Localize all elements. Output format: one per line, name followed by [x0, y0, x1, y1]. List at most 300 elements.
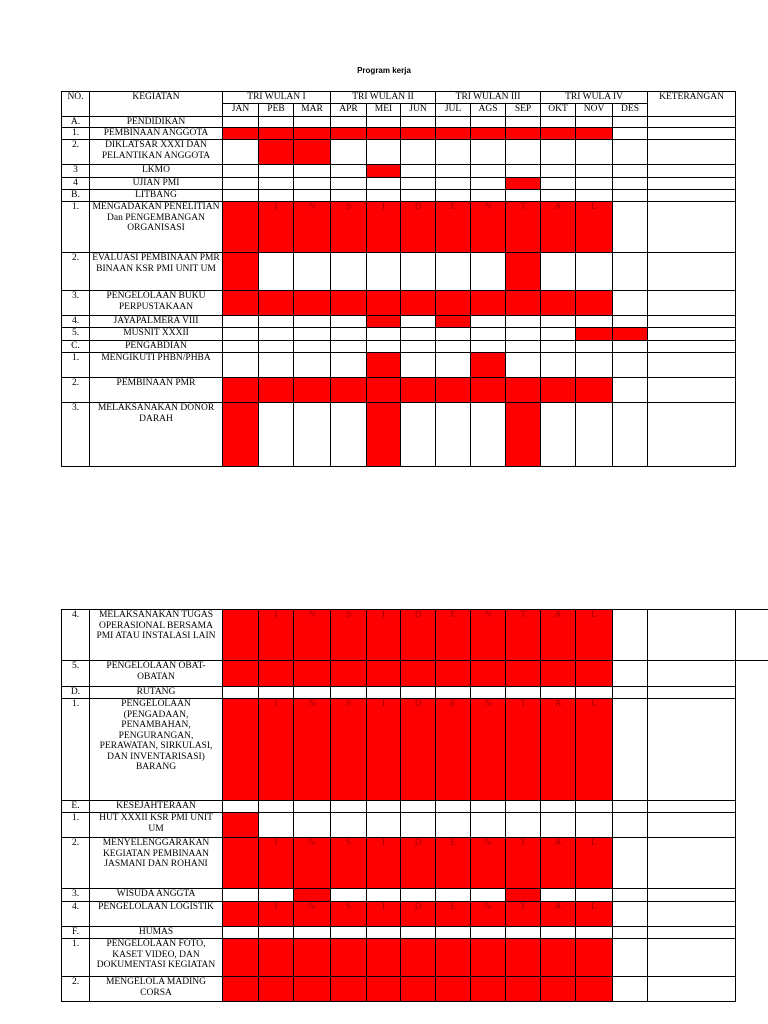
month-cell-apr — [331, 813, 367, 838]
keterangan-cell — [648, 116, 736, 128]
month-cell-okt — [541, 178, 576, 190]
keterangan-cell — [648, 202, 736, 253]
keterangan-cell — [648, 927, 736, 939]
month-cell-jun — [401, 927, 436, 939]
month-cell-sep — [506, 927, 541, 939]
month-cell-jun — [401, 939, 436, 977]
month-cell-okt — [541, 341, 576, 353]
month-cell-jul — [436, 378, 471, 403]
row-number: 2. — [62, 977, 90, 1002]
month-cell-mei — [367, 687, 401, 699]
month-cell-nov — [576, 190, 613, 202]
row-number: 2. — [62, 140, 90, 165]
month-cell-jul — [436, 165, 471, 178]
month-cell-mar — [294, 165, 331, 178]
activity-name: LITBANG — [90, 190, 223, 202]
header-keterangan: KETERANGAN — [648, 92, 736, 117]
month-cell-nov — [576, 977, 613, 1002]
month-cell-des — [613, 661, 648, 687]
month-cell-jun: D — [401, 202, 436, 253]
month-cell-mei — [367, 190, 401, 202]
month-cell-jun — [401, 165, 436, 178]
month-cell-jun — [401, 661, 436, 687]
month-cell-mar: N — [294, 202, 331, 253]
month-cell-okt — [541, 939, 576, 977]
month-cell-mei — [367, 889, 401, 902]
month-cell-apr: S — [331, 902, 367, 927]
extra-cell — [736, 977, 768, 1002]
header-quarter-3: TRI WULAN III — [436, 92, 541, 104]
table-row — [62, 801, 768, 813]
row-number: 1. — [62, 353, 90, 378]
month-cell-nov — [576, 353, 613, 378]
month-cell-sep: T — [506, 902, 541, 927]
program-table-1 — [61, 91, 736, 467]
table-row — [62, 838, 768, 889]
month-cell-jan — [223, 699, 259, 801]
month-cell-jan — [223, 661, 259, 687]
month-cell-mei — [367, 253, 401, 291]
month-cell-apr — [331, 316, 367, 328]
table-row — [62, 610, 768, 661]
row-number: D. — [62, 687, 90, 699]
table-row — [62, 253, 736, 291]
month-cell-jun — [401, 116, 436, 128]
month-cell-sep — [506, 178, 541, 190]
month-cell-nov — [576, 378, 613, 403]
month-cell-jul: E — [436, 202, 471, 253]
month-cell-jun: D — [401, 699, 436, 801]
row-number: 3. — [62, 889, 90, 902]
month-cell-sep: T — [506, 838, 541, 889]
row-number: 4 — [62, 178, 90, 190]
month-cell-sep — [506, 328, 541, 341]
month-cell-mar — [294, 927, 331, 939]
activity-name: UJIAN PMI — [90, 178, 223, 190]
month-cell-mei — [367, 927, 401, 939]
month-cell-mei — [367, 178, 401, 190]
month-cell-nov — [576, 403, 613, 467]
month-cell-des — [613, 801, 648, 813]
month-cell-ags — [471, 328, 506, 341]
month-header-apr: APR — [331, 103, 367, 116]
month-cell-okt: A — [541, 202, 576, 253]
keterangan-cell — [648, 128, 736, 140]
month-cell-mar — [294, 328, 331, 341]
table-row — [62, 889, 768, 902]
month-cell-sep: T — [506, 610, 541, 661]
activity-name: PENGELOLAAN (PENGADAAN, PENAMBAHAN, PENGURANGAN, PERAWATAN, SIRKULASI, DAN INVENTARISASI) BARANG — [90, 699, 223, 801]
row-number: 5. — [62, 661, 90, 687]
month-cell-sep — [506, 813, 541, 838]
month-cell-apr — [331, 116, 367, 128]
program-table-2 — [61, 609, 768, 1002]
month-cell-mei — [367, 128, 401, 140]
month-cell-jun — [401, 801, 436, 813]
month-cell-sep — [506, 253, 541, 291]
month-cell-des — [613, 939, 648, 977]
table-row — [62, 699, 768, 801]
month-cell-mei — [367, 977, 401, 1002]
row-number: 1. — [62, 128, 90, 140]
row-number: 3. — [62, 403, 90, 467]
month-cell-jan — [223, 927, 259, 939]
month-cell-jul — [436, 190, 471, 202]
row-number: 4. — [62, 316, 90, 328]
month-cell-sep — [506, 939, 541, 977]
month-cell-jun — [401, 316, 436, 328]
month-cell-jan — [223, 128, 259, 140]
month-cell-jan — [223, 328, 259, 341]
month-cell-apr: S — [331, 202, 367, 253]
activity-name: KESEJAHTERAAN — [90, 801, 223, 813]
activity-name: MELAKSANAKAN TUGAS OPERASIONAL BERSAMA PMI ATAU INSTALASI LAIN — [90, 610, 223, 661]
month-cell-ags: N — [471, 902, 506, 927]
month-cell-jan — [223, 813, 259, 838]
month-cell-sep — [506, 403, 541, 467]
table-row — [62, 661, 768, 687]
month-cell-peb: I — [259, 202, 294, 253]
month-cell-jan — [223, 902, 259, 927]
row-number: C. — [62, 341, 90, 353]
keterangan-cell — [648, 353, 736, 378]
table-row — [62, 977, 768, 1002]
table-row — [62, 116, 736, 128]
month-cell-nov — [576, 253, 613, 291]
extra-cell — [736, 813, 768, 838]
month-cell-jun — [401, 328, 436, 341]
month-cell-jan — [223, 977, 259, 1002]
month-cell-jul — [436, 927, 471, 939]
keterangan-cell — [648, 178, 736, 190]
table-row — [62, 140, 736, 165]
month-cell-peb — [259, 801, 294, 813]
month-cell-apr — [331, 291, 367, 316]
month-cell-sep — [506, 977, 541, 1002]
month-cell-sep — [506, 353, 541, 378]
month-cell-nov — [576, 165, 613, 178]
extra-cell — [736, 699, 768, 801]
extra-cell — [736, 838, 768, 889]
keterangan-cell — [648, 403, 736, 467]
activity-name: PENGELOLAAN FOTO, KASET VIDEO, DAN DOKUMENTASI KEGIATAN — [90, 939, 223, 977]
month-header-des: DES — [613, 103, 648, 116]
month-cell-ags — [471, 165, 506, 178]
month-cell-okt — [541, 253, 576, 291]
month-cell-okt — [541, 128, 576, 140]
month-cell-nov — [576, 927, 613, 939]
activity-name: MUSNIT XXXII — [90, 328, 223, 341]
month-cell-mei — [367, 939, 401, 977]
month-cell-des — [613, 353, 648, 378]
month-cell-mei: I — [367, 838, 401, 889]
month-cell-okt — [541, 378, 576, 403]
keterangan-cell — [648, 977, 736, 1002]
month-cell-ags — [471, 977, 506, 1002]
keterangan-cell — [648, 813, 736, 838]
month-cell-mei — [367, 316, 401, 328]
month-cell-peb — [259, 687, 294, 699]
keterangan-cell — [648, 661, 736, 687]
month-header-nov: NOV — [576, 103, 613, 116]
header-quarter-1: TRI WULAN I — [223, 92, 331, 104]
month-cell-okt — [541, 661, 576, 687]
table-row — [62, 190, 736, 202]
month-cell-ags — [471, 378, 506, 403]
document-title: Program kerja — [357, 66, 411, 75]
month-cell-nov — [576, 178, 613, 190]
month-cell-nov — [576, 328, 613, 341]
month-cell-mei — [367, 378, 401, 403]
month-cell-ags — [471, 341, 506, 353]
month-cell-apr — [331, 661, 367, 687]
row-number: B. — [62, 190, 90, 202]
month-cell-sep: T — [506, 699, 541, 801]
month-cell-ags — [471, 661, 506, 687]
month-cell-mar — [294, 128, 331, 140]
keterangan-cell — [648, 378, 736, 403]
month-cell-des — [613, 927, 648, 939]
month-cell-des — [613, 977, 648, 1002]
keterangan-cell — [648, 140, 736, 165]
month-cell-ags — [471, 116, 506, 128]
month-cell-okt: A — [541, 699, 576, 801]
month-cell-peb — [259, 128, 294, 140]
month-cell-des — [613, 291, 648, 316]
month-cell-jul — [436, 801, 471, 813]
table-row — [62, 902, 768, 927]
activity-name: JAYAPALMERA VIII — [90, 316, 223, 328]
month-cell-mar — [294, 977, 331, 1002]
month-cell-peb: I — [259, 610, 294, 661]
month-cell-jan — [223, 939, 259, 977]
month-cell-okt — [541, 165, 576, 178]
keterangan-cell — [648, 316, 736, 328]
row-number: 4. — [62, 902, 90, 927]
month-cell-jul: E — [436, 699, 471, 801]
keterangan-cell — [648, 190, 736, 202]
activity-name: WISUDA ANGGTA — [90, 889, 223, 902]
month-cell-nov — [576, 316, 613, 328]
month-cell-okt — [541, 353, 576, 378]
month-cell-des — [613, 140, 648, 165]
month-cell-ags — [471, 889, 506, 902]
month-cell-peb — [259, 977, 294, 1002]
table-row — [62, 939, 768, 977]
month-cell-apr — [331, 977, 367, 1002]
row-number: 1. — [62, 202, 90, 253]
month-header-jul: JUL — [436, 103, 471, 116]
month-cell-jan — [223, 341, 259, 353]
month-cell-mei — [367, 328, 401, 341]
month-cell-des — [613, 128, 648, 140]
month-cell-jun: D — [401, 838, 436, 889]
month-cell-mei: I — [367, 699, 401, 801]
row-number: A. — [62, 116, 90, 128]
month-cell-jun — [401, 889, 436, 902]
month-cell-peb — [259, 253, 294, 291]
month-cell-jun — [401, 190, 436, 202]
month-cell-nov — [576, 939, 613, 977]
month-cell-jan — [223, 838, 259, 889]
month-cell-apr — [331, 253, 367, 291]
table-row — [62, 341, 736, 353]
activity-name: MENYELENGGARAKAN KEGIATAN PEMBINAAN JASMANI DAN ROHANI — [90, 838, 223, 889]
month-cell-peb: I — [259, 902, 294, 927]
extra-cell — [736, 902, 768, 927]
keterangan-cell — [648, 699, 736, 801]
month-cell-des — [613, 165, 648, 178]
month-cell-mei — [367, 813, 401, 838]
month-cell-jan — [223, 610, 259, 661]
month-cell-ags — [471, 178, 506, 190]
month-cell-nov — [576, 813, 613, 838]
month-cell-jul — [436, 403, 471, 467]
month-cell-peb — [259, 178, 294, 190]
month-cell-peb — [259, 889, 294, 902]
table-row — [62, 927, 768, 939]
month-cell-apr — [331, 687, 367, 699]
month-cell-mei: I — [367, 902, 401, 927]
month-cell-ags — [471, 353, 506, 378]
row-number: F. — [62, 927, 90, 939]
activity-name: PENGELOLAAN BUKU PERPUSTAKAAN — [90, 291, 223, 316]
month-cell-okt — [541, 813, 576, 838]
month-cell-apr: S — [331, 610, 367, 661]
month-cell-des — [613, 190, 648, 202]
month-cell-mar — [294, 291, 331, 316]
activity-name: EVALUASI PEMBINAAN PMR BINAAN KSR PMI UNIT UM — [90, 253, 223, 291]
month-cell-jul — [436, 341, 471, 353]
month-cell-sep — [506, 661, 541, 687]
month-cell-mei — [367, 291, 401, 316]
keterangan-cell — [648, 889, 736, 902]
month-cell-okt — [541, 190, 576, 202]
extra-cell — [736, 610, 768, 661]
month-cell-mei — [367, 165, 401, 178]
month-cell-ags: N — [471, 610, 506, 661]
month-cell-apr — [331, 140, 367, 165]
month-cell-mar — [294, 939, 331, 977]
header-kegiatan: KEGIATAN — [90, 92, 223, 117]
month-cell-jan — [223, 140, 259, 165]
activity-name: HUT XXXII KSR PMI UNIT UM — [90, 813, 223, 838]
month-cell-des — [613, 610, 648, 661]
keterangan-cell — [648, 939, 736, 977]
month-cell-jun — [401, 403, 436, 467]
keterangan-cell — [648, 902, 736, 927]
month-cell-mei — [367, 661, 401, 687]
month-cell-peb — [259, 378, 294, 403]
month-cell-sep — [506, 116, 541, 128]
month-header-okt: OKT — [541, 103, 576, 116]
table-row — [62, 403, 736, 467]
month-cell-okt — [541, 116, 576, 128]
month-cell-des — [613, 813, 648, 838]
month-cell-apr — [331, 178, 367, 190]
month-cell-sep — [506, 291, 541, 316]
row-number: 2. — [62, 253, 90, 291]
month-cell-des — [613, 838, 648, 889]
month-cell-des — [613, 328, 648, 341]
month-cell-jul — [436, 661, 471, 687]
activity-name: PENDIDIKAN — [90, 116, 223, 128]
month-cell-jan — [223, 801, 259, 813]
month-cell-jun — [401, 291, 436, 316]
extra-cell — [736, 801, 768, 813]
month-cell-sep: T — [506, 202, 541, 253]
row-number: 2. — [62, 838, 90, 889]
month-cell-jul: E — [436, 610, 471, 661]
month-cell-jul — [436, 178, 471, 190]
extra-cell — [736, 661, 768, 687]
row-number: 2. — [62, 378, 90, 403]
month-cell-jun — [401, 140, 436, 165]
month-cell-mar: N — [294, 699, 331, 801]
row-number: 1. — [62, 939, 90, 977]
month-cell-jun — [401, 128, 436, 140]
month-cell-sep — [506, 801, 541, 813]
month-cell-jul — [436, 687, 471, 699]
table-row — [62, 316, 736, 328]
month-cell-des — [613, 902, 648, 927]
month-cell-mar — [294, 116, 331, 128]
month-cell-sep — [506, 687, 541, 699]
month-cell-des — [613, 202, 648, 253]
month-cell-jul — [436, 813, 471, 838]
table-row — [62, 328, 736, 341]
month-cell-des — [613, 253, 648, 291]
month-cell-sep — [506, 378, 541, 403]
row-number: 1. — [62, 813, 90, 838]
month-cell-sep — [506, 341, 541, 353]
month-cell-okt: A — [541, 902, 576, 927]
month-cell-sep — [506, 165, 541, 178]
month-cell-mei: I — [367, 202, 401, 253]
month-cell-des — [613, 403, 648, 467]
month-cell-peb — [259, 661, 294, 687]
month-cell-mar — [294, 813, 331, 838]
keterangan-cell — [648, 838, 736, 889]
month-cell-okt — [541, 140, 576, 165]
month-header-peb: PEB — [259, 103, 294, 116]
month-cell-mei — [367, 341, 401, 353]
month-cell-peb — [259, 353, 294, 378]
month-cell-mar — [294, 253, 331, 291]
month-cell-des — [613, 378, 648, 403]
month-cell-mar: N — [294, 838, 331, 889]
month-cell-peb — [259, 316, 294, 328]
month-cell-jan — [223, 353, 259, 378]
month-cell-sep — [506, 190, 541, 202]
month-cell-des — [613, 889, 648, 902]
month-cell-jun: D — [401, 610, 436, 661]
month-cell-apr — [331, 341, 367, 353]
month-cell-jun — [401, 253, 436, 291]
month-cell-mar: N — [294, 902, 331, 927]
month-cell-jul — [436, 889, 471, 902]
month-cell-jan — [223, 116, 259, 128]
month-cell-mei — [367, 140, 401, 165]
month-cell-jan — [223, 202, 259, 253]
month-cell-ags — [471, 190, 506, 202]
activity-name: DIKLATSAR XXXI DAN PELANTIKAN ANGGOTA — [90, 140, 223, 165]
month-cell-okt — [541, 977, 576, 1002]
extra-cell — [736, 687, 768, 699]
keterangan-cell — [648, 165, 736, 178]
month-cell-nov: L — [576, 610, 613, 661]
month-cell-apr — [331, 190, 367, 202]
